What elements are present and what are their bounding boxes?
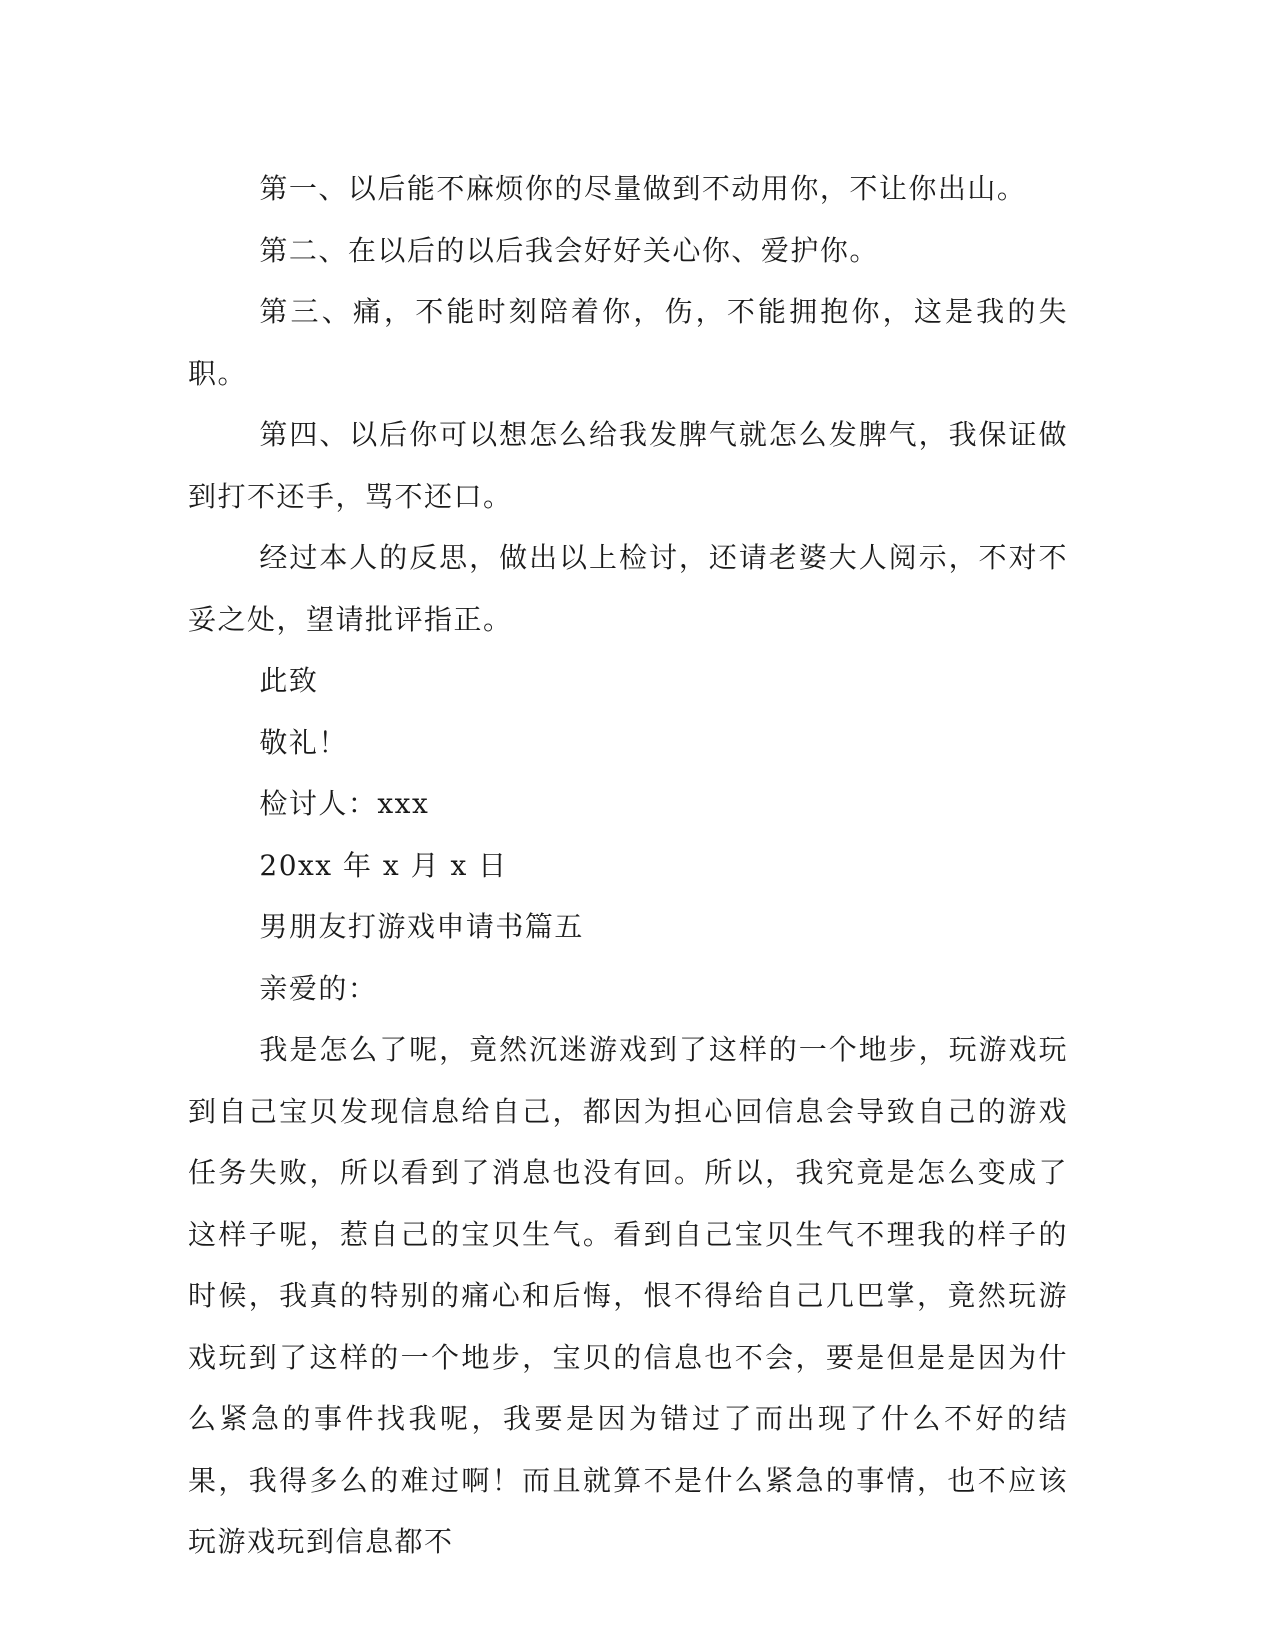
paragraph-point-two: 第二、在以后的以后我会好好关心你、爱护你。 xyxy=(259,233,879,267)
paragraph-point-four: 第四、以后你可以想怎么给我发脾气就怎么发脾气，我保证做到打不还手，骂不还口。 xyxy=(188,418,1068,513)
date-line: 20xx 年 x 月 x 日 xyxy=(259,848,508,882)
paragraph-body: 我是怎么了呢，竟然沉迷游戏到了这样的一个地步，玩游戏玩到自己宝贝发现信息给自己，都因为担心回信息会导致自己的游戏任务失败，所以看到了消息也没有回。所以，我究竟是怎么变成了这样子呢，惹自己的宝贝生气。看到自己宝贝生气不理我的样子的时候，我真的特别的痛心和后悔，恨不得给自己几巴掌，竟然玩游戏玩到了这样的一个地步，宝贝的信息也不会，要是但是是因为什么紧急的事件找我呢，我要是因为错过了而出现了什么不好的结果，我得多么的难过啊！而且就算不是什么紧急的事情，也不应该玩游戏玩到信息都不 xyxy=(188,1033,1068,1558)
salutation: 亲爱的： xyxy=(259,971,378,1005)
section-heading: 男朋友打游戏申请书篇五 xyxy=(259,910,584,943)
closing-jingli: 敬礼！ xyxy=(259,725,348,759)
paragraph-point-one: 第一、以后能不麻烦你的尽量做到不动用你，不让你出山。 xyxy=(259,172,1027,205)
paragraph-reflection: 经过本人的反思，做出以上检讨，还请老婆大人阅示，不对不妥之处，望请批评指正。 xyxy=(188,541,1068,636)
paragraph-point-three: 第三、痛，不能时刻陪着你，伤，不能拥抱你，这是我的失职。 xyxy=(188,295,1068,390)
document-body xyxy=(188,158,1068,1573)
closing-cizhi: 此致 xyxy=(259,664,319,697)
signature-line: 检讨人：xxx xyxy=(259,787,430,820)
